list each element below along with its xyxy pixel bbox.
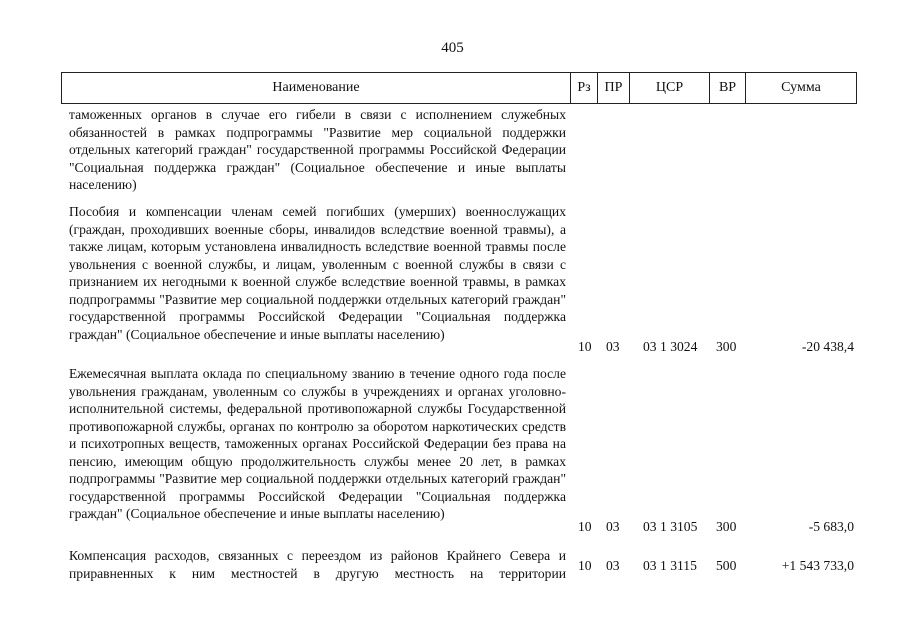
row-3-vr: 500 bbox=[716, 558, 737, 573]
header-pr: ПР bbox=[597, 73, 629, 103]
row-3-rz: 10 bbox=[578, 558, 592, 573]
row-1-pr: 03 bbox=[606, 339, 620, 354]
row-2-sum: -5 683,0 bbox=[808, 519, 854, 534]
row-2-pr: 03 bbox=[606, 519, 620, 534]
table-header bbox=[61, 72, 857, 104]
row-2-vr: 300 bbox=[716, 519, 737, 534]
row-3-description: Компенсация расходов, связанных с переездом из районов Крайнего Севера и приравненных к ним местностей в другую местность на территории bbox=[69, 548, 566, 581]
header-sum: Сумма bbox=[745, 73, 856, 103]
row-2-description: Ежемесячная выплата оклада по специальному званию в течение одного года после увольнения гражданам, уволенным со службы в учреждениях и органах уголовно-исполнительной системы, федеральной противопожарной службы Государственной противопожарной службы, органах по контролю за оборотом наркотических средств и психотропных веществ, таможенных органах Российской Федерации без права на пенсию, имеющим общую продолжительность службы менее 20 лет, в рамках подпрограммы "Развитие мер социальной поддержки отдельных категорий граждан" государственной программы Российской Федерации "Социальная поддержка граждан" (Социальное обеспечение и иные выплаты населению) bbox=[69, 366, 566, 521]
row-1-description: Пособия и компенсации членам семей погибших (умерших) военнослужащих (граждан, проходивших военные сборы, инвалидов вследствие военной травмы), а также лицам, которым установлена инвалидность вследствие военной травмы после увольнения с военной службы, и лицам, уволенным с военной службы в связи с признанием их негодными к военной службе вследствие военной травмы, в рамках подпрограммы "Развитие мер социальной поддержки отдельных категорий граждан" государственной программы Российской Федерации "Социальная поддержка граждан" (Социальное обеспечение и иные выплаты населению) bbox=[69, 204, 566, 342]
page-number: 405 bbox=[441, 40, 464, 56]
row-1-vr: 300 bbox=[716, 339, 737, 354]
row-0-description: таможенных органов в случае его гибели в связи с исполнением служебных обязанностей в рамках подпрограммы "Развитие мер социальной поддержки отдельных категорий граждан" государственной программы Российской Федерации "Социальная поддержка граждан" (Социальное обеспечение и иные выплаты населению) bbox=[69, 107, 566, 192]
row-1-sum: -20 438,4 bbox=[801, 339, 854, 354]
row-3-sum: +1 543 733,0 bbox=[781, 558, 854, 573]
row-1-csr: 03 1 3024 bbox=[643, 339, 698, 354]
header-name: Наименование bbox=[272, 80, 360, 95]
header-vr: ВР bbox=[709, 73, 745, 103]
row-2-csr: 03 1 3105 bbox=[643, 519, 698, 534]
header-rz: Рз bbox=[570, 73, 597, 103]
row-3-pr: 03 bbox=[606, 558, 620, 573]
row-1-rz: 10 bbox=[578, 339, 592, 354]
header-csr: ЦСР bbox=[629, 73, 709, 103]
row-3-csr: 03 1 3115 bbox=[643, 558, 697, 573]
row-2-rz: 10 bbox=[578, 519, 592, 534]
